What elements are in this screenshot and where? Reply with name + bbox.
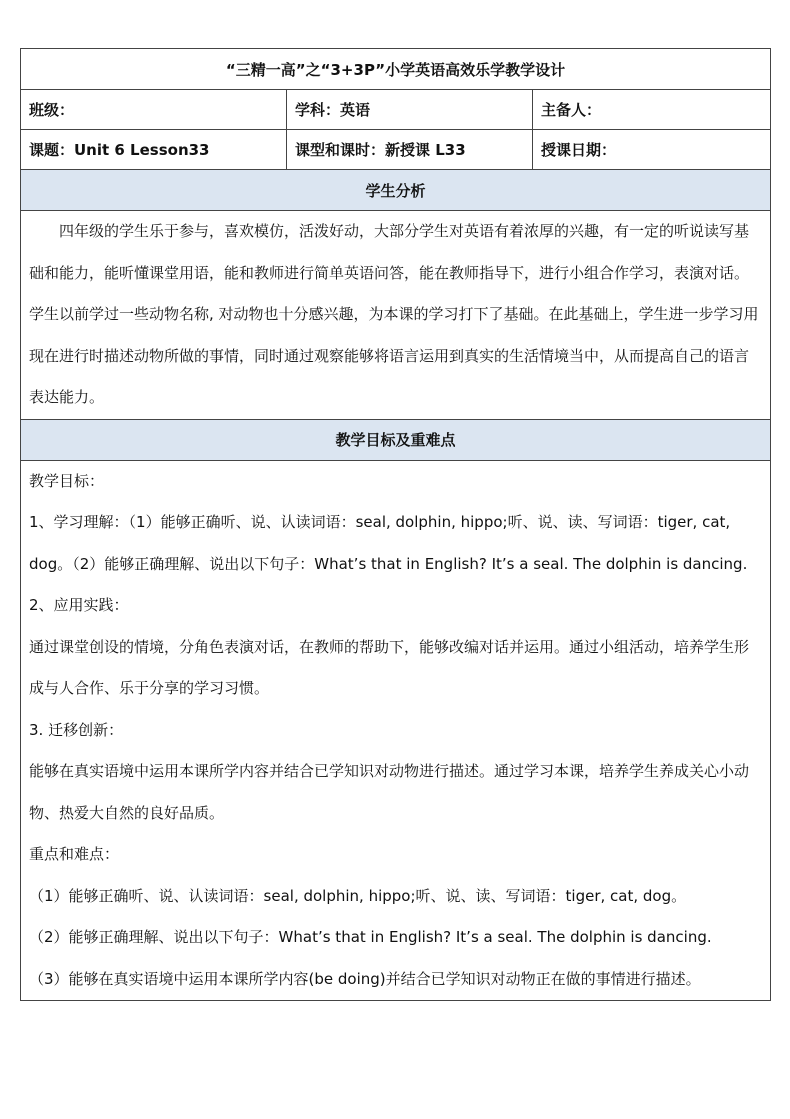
document-title: “三精一高”之“3+3P”小学英语高效乐学教学设计 (21, 49, 771, 90)
lesson-plan-document (20, 48, 770, 1001)
preparer-label: 主备人： (533, 90, 771, 130)
lesson-plan-table (20, 48, 771, 1001)
subject-label: 学科：英语 (287, 90, 533, 130)
student-analysis-heading: 学生分析 (21, 170, 771, 211)
objective-practice-label: 2、应用实践： (29, 596, 129, 614)
key-point-1: （1）能够正确听、说、认读词语：seal, dolphin, hippo;听、说、读、写词语：tiger, cat, dog。 (29, 886, 687, 905)
lesson-date-label: 授课日期： (533, 130, 771, 170)
objectives-label: 教学目标： (29, 471, 105, 490)
objectives-cell (21, 460, 771, 1001)
objective-innovation-text: 能够在真实语境中运用本课所学内容并结合已学知识对动物进行描述。通过学习本课，培养学生养成关心小动物、热爱大自然的良好品质。 (29, 762, 750, 822)
topic-label: 课题：Unit 6 Lesson33 (21, 130, 287, 170)
student-analysis-cell (21, 211, 771, 420)
objective-innovation-label: 3. 迁移创新： (29, 720, 124, 739)
class-label: 班级： (21, 90, 287, 130)
key-points-label: 重点和难点： (29, 845, 120, 863)
objective-practice-text: 通过课堂创设的情境，分角色表演对话，在教师的帮助下，能够改编对话并运用。通过小组活动，培养学生形成与人合作、乐于分享的学习习惯。 (29, 637, 750, 697)
key-point-3: （3）能够在真实语境中运用本课所学内容(be doing)并结合已学知识对动物正在做的事情进行描述。 (29, 969, 701, 988)
key-point-2: （2）能够正确理解、说出以下句子：What’s that in English? It’s a seal. The dolphin is dancing. (29, 928, 712, 946)
objective-understanding: 1、学习理解：（1）能够正确听、说、认读词语：seal, dolphin, hippo;听、说、读、写词语：tiger, cat, dog。（2）能够正确理解、说出以下句子：What’s that in English? It’s a seal. The dolphin is dancing. (29, 513, 748, 573)
student-analysis-text: 四年级的学生乐于参与，喜欢模仿，活泼好动，大部分学生对英语有着浓厚的兴趣，有一定的听说读写基础和能力，能听懂课堂用语，能和教师进行简单英语问答，能在教师指导下，进行小组合作学习，表演对话。学生以前学过一些动物名称, 对动物也十分感兴趣，为本课的学习打下了基础。在此基础上，学生进一步学习用现在进行时描述动物所做的事情，同时通过观察能够将语言运用到真实的生活情境当中，从而提高自己的语言表达能力。 (29, 222, 759, 406)
lesson-type-label: 课型和课时：新授课 L33 (287, 130, 533, 170)
objectives-heading: 教学目标及重难点 (21, 419, 771, 460)
